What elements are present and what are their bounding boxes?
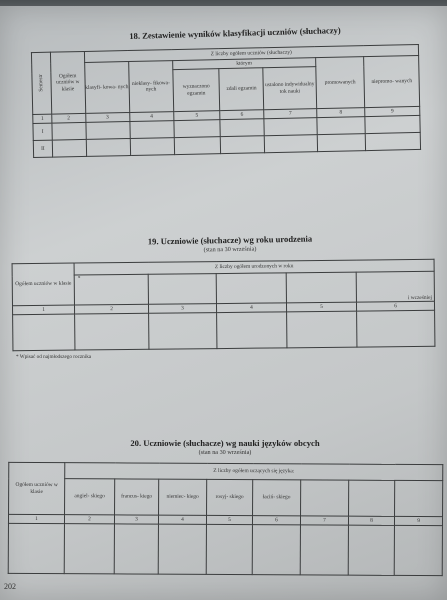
input-cell[interactable] <box>149 313 217 350</box>
input-cell[interactable] <box>252 525 300 575</box>
input-cell[interactable] <box>174 120 221 138</box>
col-semestr: Semestr <box>31 52 51 114</box>
input-cell[interactable] <box>357 310 435 347</box>
group-header: Z liczby ogółem uczących się języka: <box>65 463 443 481</box>
document-page <box>0 6 447 600</box>
language-blank-cell[interactable] <box>395 480 443 516</box>
input-cell[interactable] <box>75 313 149 350</box>
col-num: 2 <box>74 304 148 314</box>
input-cell[interactable] <box>220 119 265 137</box>
input-cell[interactable] <box>13 314 75 351</box>
col-promowanych: promowanych <box>315 57 364 109</box>
input-cell[interactable] <box>130 138 175 156</box>
col-num: 2 <box>52 113 86 123</box>
language-blank-cell[interactable] <box>301 480 349 516</box>
input-cell[interactable] <box>265 135 318 153</box>
col-num: 4 <box>216 303 286 313</box>
col-num: 1 <box>12 305 74 315</box>
col-num: 8 <box>348 516 394 525</box>
col-niemieckiego: niemiec- kiego <box>159 479 207 515</box>
col-num: 4 <box>158 515 206 524</box>
col-num: 7 <box>300 516 348 525</box>
col-num: 2 <box>64 515 114 524</box>
col-indywidualny-tok: ustalono indywidualny tok nauki <box>263 67 316 110</box>
col-klasyfikowanych: klasyfi- kowa- nych <box>84 62 129 114</box>
page-number: 202 <box>4 582 16 591</box>
col-ogolem: Ogółem uczniów w klasie <box>50 51 85 114</box>
col-num: 1 <box>8 514 64 523</box>
col-num: 4 <box>129 112 173 122</box>
col-num: 6 <box>356 301 434 311</box>
sub-group-header: którym <box>173 58 316 70</box>
col-francuskiego: francus- kiego <box>115 479 159 515</box>
col-num: 5 <box>174 111 220 121</box>
input-cell[interactable] <box>394 525 442 575</box>
col-rosyjskiego: rosyj- skiego <box>207 479 253 515</box>
input-cell[interactable] <box>365 115 420 133</box>
col-niepromowanych: niepromo- wanych <box>364 55 420 107</box>
input-cell[interactable] <box>317 117 366 135</box>
col-num: 3 <box>114 515 158 524</box>
input-cell[interactable] <box>348 525 394 575</box>
section-19-table <box>12 259 436 351</box>
table-row <box>8 523 442 575</box>
section-18-table <box>31 44 421 158</box>
input-cell[interactable] <box>174 137 221 155</box>
input-cell[interactable] <box>85 122 130 140</box>
col-angielskiego: angiel- skiego <box>65 479 115 515</box>
row-label: I <box>33 123 52 140</box>
input-cell[interactable] <box>206 524 252 574</box>
input-cell[interactable] <box>217 312 287 349</box>
input-cell[interactable] <box>52 139 86 157</box>
input-cell[interactable] <box>114 524 158 574</box>
col-num: 9 <box>394 516 442 525</box>
input-cell[interactable] <box>158 524 206 574</box>
footnote-mark: * <box>77 275 81 282</box>
col-num: 8 <box>317 108 366 118</box>
col-ogolem: Ogółem uczniów w klasie <box>9 462 65 514</box>
table-row <box>13 310 435 350</box>
col-zdali-egzamin: zdali egzamin <box>219 68 264 111</box>
section-18-title: 18. Zestawienie wyników klasyfikacji uczniów (słuchaczy) <box>129 25 341 41</box>
row-label: II <box>33 140 52 157</box>
year-cell[interactable] <box>216 273 286 304</box>
year-cell[interactable] <box>286 272 356 303</box>
section-19-subtitle: (stan na 30 września) <box>203 245 257 254</box>
col-wyznaczono-egzamin: wyznaczono egzamin <box>173 69 220 112</box>
col-ogolem: Ogółem uczniów w klasie <box>12 263 74 306</box>
group-header: Z liczby ogółem urodzonych w roku <box>74 259 434 275</box>
col-num: 9 <box>365 106 420 116</box>
col-num: 7 <box>264 109 317 119</box>
input-cell[interactable] <box>52 122 86 140</box>
section-20-subtitle: (stan na 30 września) <box>198 449 252 456</box>
group-header: Z liczby ogółem uczniów (słuchaczy) <box>84 44 419 62</box>
col-lacinskiego: łaciń- skiego <box>253 480 301 516</box>
input-cell[interactable] <box>264 118 317 136</box>
col-num: 1 <box>33 114 52 123</box>
language-blank-cell[interactable] <box>349 480 395 516</box>
col-num: 3 <box>148 304 216 314</box>
section-19-footnote: * Wpisać od najmłodszego rocznika <box>16 354 92 360</box>
earlier-years-label: i wcześniej <box>407 294 433 301</box>
input-cell[interactable] <box>365 132 420 150</box>
year-cell[interactable] <box>356 271 434 302</box>
input-cell[interactable] <box>8 523 64 573</box>
col-num: 6 <box>220 110 264 120</box>
col-num: 5 <box>286 302 356 312</box>
col-num: 5 <box>206 515 252 524</box>
input-cell[interactable] <box>130 121 175 139</box>
input-cell[interactable] <box>64 524 114 574</box>
input-cell[interactable] <box>86 139 131 157</box>
year-cell[interactable] <box>148 274 216 305</box>
input-cell[interactable] <box>317 134 366 152</box>
section-20-table <box>8 462 444 576</box>
col-num: 3 <box>85 113 129 123</box>
input-cell[interactable] <box>287 311 357 348</box>
col-num: 6 <box>252 516 300 525</box>
input-cell[interactable] <box>300 525 348 575</box>
year-cell[interactable] <box>74 274 148 305</box>
col-nieklasyfikowanych: nieklasy- fikowa- nych <box>128 61 173 113</box>
input-cell[interactable] <box>220 136 265 154</box>
section-20-title: 20. Uczniowie (słuchacze) wg nauki języków obcych <box>130 438 320 448</box>
section-19-title: 19. Uczniowie (słuchacze) wg roku urodzenia <box>147 233 313 247</box>
